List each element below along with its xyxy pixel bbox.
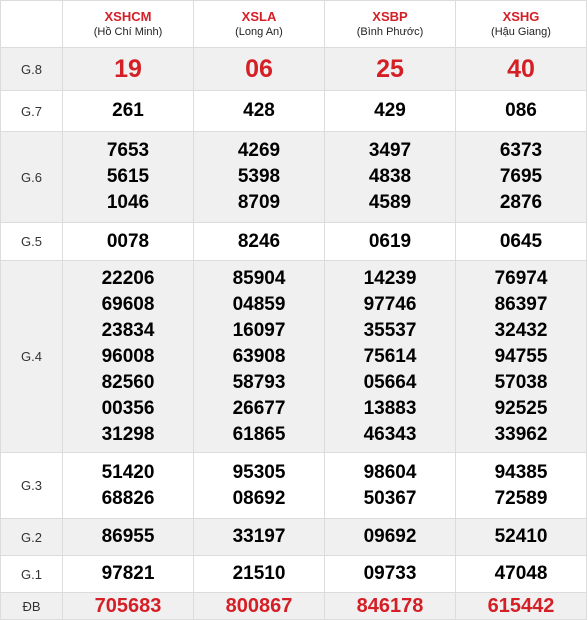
prize-number: 2876: [499, 192, 543, 213]
prize-row-g8: [1, 48, 587, 91]
prize-number: 86397: [494, 293, 548, 315]
prize-cell: [194, 593, 325, 620]
prize-number: 94385: [494, 461, 548, 483]
prize-number: 23834: [101, 319, 155, 341]
prize-number: 6373: [499, 140, 543, 161]
prize-number: 98604: [363, 461, 417, 483]
prize-number: 46343: [363, 423, 417, 445]
prize-label: G.6: [1, 132, 63, 223]
prize-number: 63908: [232, 345, 286, 367]
prize-label: G.4: [1, 261, 63, 453]
prize-number: 00356: [101, 397, 155, 419]
prize-number: 33962: [494, 423, 548, 445]
province-name: (Long An): [235, 26, 283, 38]
prize-number: 33197: [232, 526, 286, 547]
prize-number: 7695: [499, 166, 543, 187]
prize-number: 82560: [101, 371, 155, 393]
prize-number: 705683: [94, 595, 162, 617]
prize-label: ĐB: [1, 593, 63, 620]
prize-number: 96008: [101, 345, 155, 367]
prize-cell: [194, 132, 325, 223]
province-code[interactable]: XSBP: [372, 9, 408, 24]
prize-number: 09733: [363, 563, 417, 584]
prize-cell: [63, 556, 194, 593]
prize-cell: [325, 261, 456, 453]
prize-number: 8246: [237, 230, 281, 252]
prize-cell: [325, 91, 456, 132]
province-code[interactable]: XSHCM: [104, 9, 152, 24]
prize-cell: [194, 453, 325, 519]
prize-row-g3: [1, 453, 587, 519]
prize-cell: [63, 261, 194, 453]
prize-number: 8709: [237, 192, 281, 213]
prize-number: 09692: [363, 526, 417, 547]
prize-number: 52410: [494, 526, 548, 547]
prize-number: 086: [505, 100, 537, 121]
province-header-bp[interactable]: [325, 1, 456, 48]
prize-cell: [63, 519, 194, 556]
prize-number: 76974: [494, 267, 548, 289]
prize-row-special: [1, 593, 587, 620]
prize-number: 08692: [232, 487, 286, 509]
prize-number: 5615: [106, 166, 150, 187]
prize-number: 4589: [368, 192, 412, 213]
prize-number: 35537: [363, 319, 417, 341]
prize-number: 04859: [232, 293, 286, 315]
prize-cell: [325, 48, 456, 91]
prize-number: 92525: [494, 397, 548, 419]
prize-row-g7: [1, 91, 587, 132]
prize-cell: [325, 132, 456, 223]
prize-cell: [194, 556, 325, 593]
prize-number: 7653: [106, 140, 150, 161]
prize-cell: [456, 91, 587, 132]
prize-cell: [456, 48, 587, 91]
prize-number: 428: [243, 100, 275, 121]
prize-cell: [325, 556, 456, 593]
prize-number: 4269: [237, 140, 281, 161]
prize-label: G.7: [1, 91, 63, 132]
prize-cell: [456, 453, 587, 519]
prize-number: 800867: [225, 595, 293, 617]
prize-number: 06: [245, 55, 273, 83]
prize-number: 1046: [106, 192, 150, 213]
prize-label: G.2: [1, 519, 63, 556]
prize-number: 0619: [368, 230, 412, 252]
province-header-la[interactable]: [194, 1, 325, 48]
prize-cell: [194, 91, 325, 132]
prize-number: 94755: [494, 345, 548, 367]
prize-number: 50367: [363, 487, 417, 509]
prize-number: 5398: [237, 166, 281, 187]
province-name: (Hồ Chí Minh): [93, 26, 163, 38]
prize-cell: [63, 91, 194, 132]
prize-cell: [456, 593, 587, 620]
prize-number: 68826: [101, 487, 155, 509]
prize-cell: [456, 223, 587, 261]
prize-number: 13883: [363, 397, 417, 419]
prize-number: 40: [507, 55, 535, 83]
province-name: (Bình Phước): [356, 26, 424, 38]
prize-cell: [63, 48, 194, 91]
prize-cell: [63, 453, 194, 519]
prize-number: 69608: [101, 293, 155, 315]
prize-number: 26677: [232, 397, 286, 419]
header-row: [1, 1, 587, 48]
prize-row-g6: [1, 132, 587, 223]
prize-row-g1: [1, 556, 587, 593]
prize-number: 31298: [101, 423, 155, 445]
prize-number: 05664: [363, 371, 417, 393]
prize-number: 57038: [494, 371, 548, 393]
prize-number: 97821: [101, 563, 155, 584]
prize-number: 75614: [363, 345, 417, 367]
prize-cell: [456, 556, 587, 593]
prize-cell: [194, 223, 325, 261]
prize-cell: [325, 453, 456, 519]
prize-cell: [456, 261, 587, 453]
prize-row-g2: [1, 519, 587, 556]
province-code[interactable]: XSHG: [502, 9, 540, 24]
prize-cell: [325, 223, 456, 261]
prize-number: 0645: [499, 230, 543, 252]
prize-number: 429: [374, 100, 406, 121]
prize-number: 19: [114, 55, 142, 83]
prize-number: 0078: [106, 230, 150, 252]
header-corner: [1, 1, 63, 48]
province-name: (Hậu Giang): [491, 26, 551, 38]
prize-number: 261: [112, 100, 144, 121]
prize-number: 21510: [232, 563, 286, 584]
prize-cell: [63, 132, 194, 223]
prize-number: 85904: [232, 267, 286, 289]
province-header-hcm[interactable]: [63, 1, 194, 48]
prize-label: G.3: [1, 453, 63, 519]
prize-label: G.1: [1, 556, 63, 593]
prize-cell: [194, 48, 325, 91]
prize-number: 3497: [368, 140, 412, 161]
prize-row-g4: [1, 261, 587, 453]
prize-number: 51420: [101, 461, 155, 483]
prize-cell: [194, 261, 325, 453]
prize-cell: [325, 519, 456, 556]
prize-cell: [194, 519, 325, 556]
prize-number: 4838: [368, 166, 412, 187]
prize-number: 16097: [232, 319, 286, 341]
prize-number: 25: [376, 55, 404, 83]
prize-number: 846178: [356, 595, 424, 617]
prize-number: 61865: [232, 423, 286, 445]
province-code[interactable]: XSLA: [241, 9, 277, 24]
prize-number: 47048: [494, 563, 548, 584]
prize-number: 97746: [363, 293, 417, 315]
prize-cell: [63, 223, 194, 261]
prize-number: 32432: [494, 319, 548, 341]
prize-number: 14239: [363, 267, 417, 289]
prize-number: 615442: [487, 595, 555, 617]
prize-number: 72589: [494, 487, 548, 509]
prize-cell: [63, 593, 194, 620]
prize-number: 95305: [232, 461, 286, 483]
prize-label: G.5: [1, 223, 63, 261]
prize-row-g5: [1, 223, 587, 261]
prize-number: 58793: [232, 371, 286, 393]
prize-cell: [325, 593, 456, 620]
prize-cell: [456, 519, 587, 556]
prize-number: 86955: [101, 526, 155, 547]
prize-cell: [456, 132, 587, 223]
province-header-hg[interactable]: [456, 1, 587, 48]
prize-label: G.8: [1, 48, 63, 91]
prize-number: 22206: [101, 267, 155, 289]
